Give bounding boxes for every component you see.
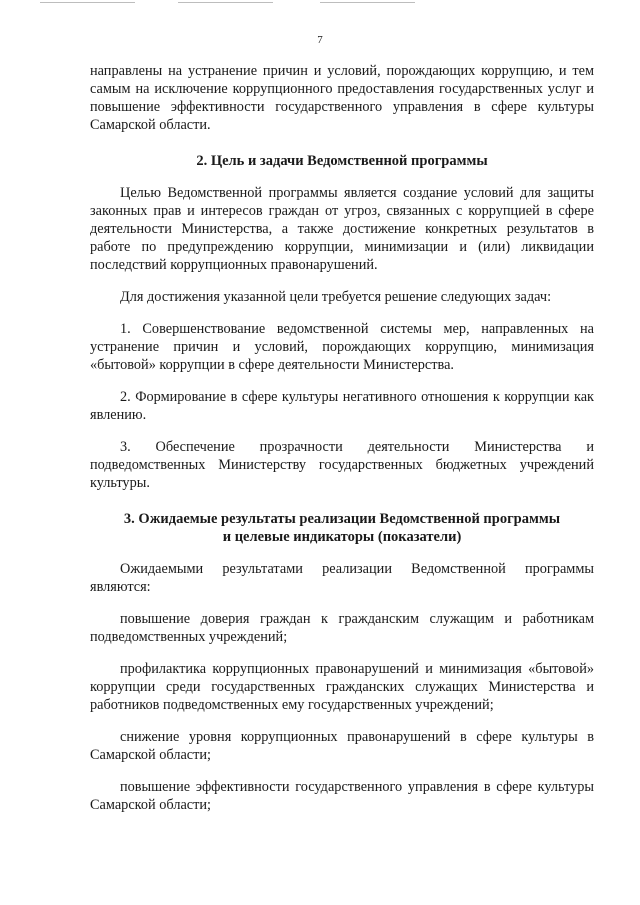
header-rule-right (320, 2, 415, 3)
result-item-4: повышение эффективности государственного управления в сфере культуры Самарской области; (90, 779, 594, 813)
task-item-1: 1. Совершенствование ведомственной системы мер, направленных на устранение причин и условий, порождающих коррупцию, минимизация «бытовой» коррупции в сфере деятельности Министерства. (90, 321, 594, 373)
page-number: 7 (317, 34, 323, 46)
results-intro: Ожидаемыми результатами реализации Ведомственной программы являются: (90, 561, 594, 595)
header-rule-middle (178, 2, 273, 3)
section-3-title-line-2: и целевые индикаторы (показатели) (222, 529, 462, 545)
section-3-title (90, 510, 594, 546)
header-rule-left (40, 2, 135, 3)
result-item-3: снижение уровня коррупционных правонарушений в сфере культуры в Самарской области; (90, 729, 594, 763)
section-2-title: 2. Цель и задачи Ведомственной программы (196, 153, 488, 169)
result-item-2: профилактика коррупционных правонарушений и минимизация «бытовой» коррупции среди государственных гражданских служащих Министерства и работников подведомственных ему государственных учреждений; (90, 661, 594, 713)
result-item-1: повышение доверия граждан к гражданским служащим и работникам подведомственных учреждений; (90, 611, 594, 645)
task-item-2: 2. Формирование в сфере культуры негативного отношения к коррупции как явлению. (90, 389, 594, 423)
document-body (90, 62, 594, 814)
tasks-intro: Для достижения указанной цели требуется решение следующих задач: (120, 289, 552, 305)
goal-paragraph: Целью Ведомственной программы является создание условий для защиты законных прав и интересов граждан от угроз, связанных с коррупцией в сфере деятельности Министерства, а также достижение конкретных результатов в работе по предупреждению коррупции, минимизации и (или) ликвидации последствий коррупционных правонарушений. (90, 185, 594, 273)
section-3-title-line-1: 3. Ожидаемые результаты реализации Ведомственной программы (123, 511, 561, 527)
intro-paragraph: направлены на устранение причин и условий, порождающих коррупцию, и тем самым на исключение коррупционного предоставления государственных услуг и повышение эффективности государственного управления в сфере культуры Самарской области. (90, 63, 594, 133)
task-item-3: 3. Обеспечение прозрачности деятельности Министерства и подведомственных Министерству государственных бюджетных учреждений культуры. (90, 439, 594, 491)
